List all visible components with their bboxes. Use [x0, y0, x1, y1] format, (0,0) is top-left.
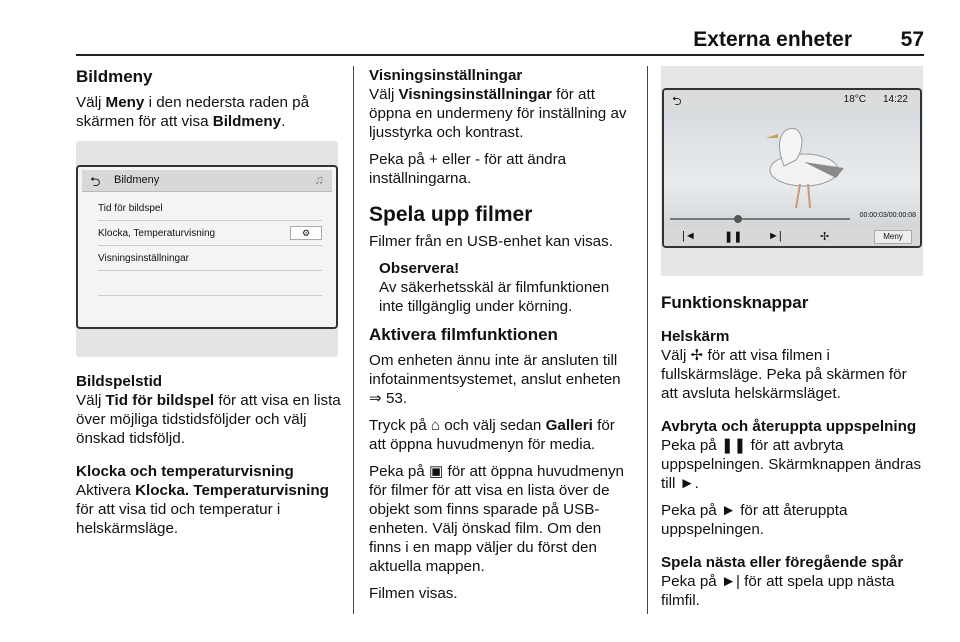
note-box — [379, 259, 635, 316]
para-bildspelstid: Välj Tid för bildspel för att visa en lista över möjliga tidstidsföljder och välj önskad tidsföljd. — [76, 392, 341, 447]
menu-button: Meny — [874, 230, 912, 244]
para-anslut: Om enheten ännu inte är ansluten till infotainmentsystemet, anslut enheten ⇒ 53. — [369, 352, 621, 407]
fullscreen-icon: ✢ — [820, 231, 830, 243]
heading-klocka: Klocka och temperaturvisning — [76, 463, 294, 480]
left-column — [76, 66, 342, 139]
middle-column — [369, 66, 635, 611]
temperature: 18°C — [843, 94, 866, 105]
video-topbar — [664, 90, 920, 110]
video-screenshot — [661, 66, 923, 276]
heading-bildspelstid: Bildspelstid — [76, 373, 163, 390]
back-icon: ⮌ — [672, 94, 682, 108]
chapter-title: Externa enheter — [693, 28, 852, 51]
music-note-icon: ♫ — [314, 172, 324, 187]
video-controls — [664, 228, 920, 246]
para-peka: Peka på + eller - för att ändra inställningarna. — [369, 151, 567, 187]
note-title: Observera! — [379, 260, 460, 277]
para-ateruppta: Peka på ► för att återuppta uppspelningen. — [661, 502, 848, 538]
heading-visning: Visningsinställningar — [369, 67, 523, 84]
para-bildmeny: Välj Meny i den nedersta raden på skärmen för att visa Bildmeny. — [76, 94, 310, 130]
column-divider-1 — [353, 66, 354, 614]
heading-nasta: Spela nästa eller föregående spår — [661, 554, 904, 571]
note-text: Av säkerhetsskäl är filmfunktionen inte tillgänglig under körning. — [379, 279, 610, 315]
para-huvudmeny: Peka på ▣ för att öppna huvudmenyn för filmer för att visa en lista över de objekt som finns sparade på USB-enheten. Välj önskad film. Om den finns i en mapp väljer du först den aktuella mappen. — [369, 463, 624, 575]
para-filmen-visas: Filmen visas. — [369, 585, 458, 602]
progress-knob — [734, 215, 742, 223]
para-galleri: Tryck på ⌂ och välj sedan Galleri för att öppna huvudmenyn för media. — [369, 417, 615, 453]
bildmeny-panel — [76, 165, 338, 329]
menu-row-tid: Tid för bildspel — [98, 197, 322, 221]
screen-topbar — [82, 170, 332, 192]
right-column — [661, 292, 925, 618]
heading-funktionsknappar: Funktionsknappar — [661, 293, 809, 312]
menu-row-klocka: Klocka, Temperaturvisning ⚙ — [98, 222, 322, 246]
heading-helskarm: Helskärm — [661, 328, 730, 345]
para-visning: Välj Visningsinställningar för att öppna en undermeny för inställning av ljusstyrka och kontrast. — [369, 86, 627, 141]
progress-bar — [670, 218, 850, 220]
menu-row-visning: Visningsinställningar — [98, 247, 322, 271]
heading-aktivera: Aktivera filmfunktionen — [369, 325, 558, 344]
para-nasta: Peka på ►| för att spela upp nästa filmfil. — [661, 573, 895, 609]
seagull-image — [744, 120, 864, 210]
para-filmer: Filmer från en USB-enhet kan visas. — [369, 233, 613, 250]
prev-track-icon: |◄ — [682, 230, 696, 242]
heading-bildmeny: Bildmeny — [76, 67, 153, 86]
header-rule — [76, 54, 924, 56]
next-track-icon: ►| — [768, 230, 782, 242]
gear-icon: ⚙ — [290, 226, 322, 240]
heading-avbryta: Avbryta och återuppta uppspelning — [661, 418, 917, 435]
clock: 14:22 — [882, 94, 908, 105]
heading-spela: Spela upp filmer — [369, 203, 533, 226]
page-number: 57 — [900, 28, 924, 51]
bildmeny-screenshot — [76, 141, 338, 357]
para-helskarm: Välj ✢ för att visa filmen i fullskärmsläge. Peka på skärmen för att avsluta helskärmsläget. — [661, 347, 907, 402]
screen-title: Bildmeny — [114, 174, 160, 186]
video-frame — [662, 88, 922, 248]
menu-row-empty — [98, 272, 322, 296]
left-column-lower — [76, 372, 342, 546]
para-klocka: Aktivera Klocka. Temperaturvisning för att visa tid och temperatur i helskärmsläge. — [76, 482, 329, 537]
elapsed-time: 00:00:03/00:00:08 — [859, 212, 916, 219]
pause-icon: ❚❚ — [724, 231, 743, 243]
page-header — [76, 28, 924, 52]
column-divider-2 — [647, 66, 648, 614]
back-icon: ⮌ — [90, 174, 101, 189]
para-pausa: Peka på ❚❚ för att avbryta uppspelningen. Skärmknappen ändras till ►. — [661, 437, 922, 492]
